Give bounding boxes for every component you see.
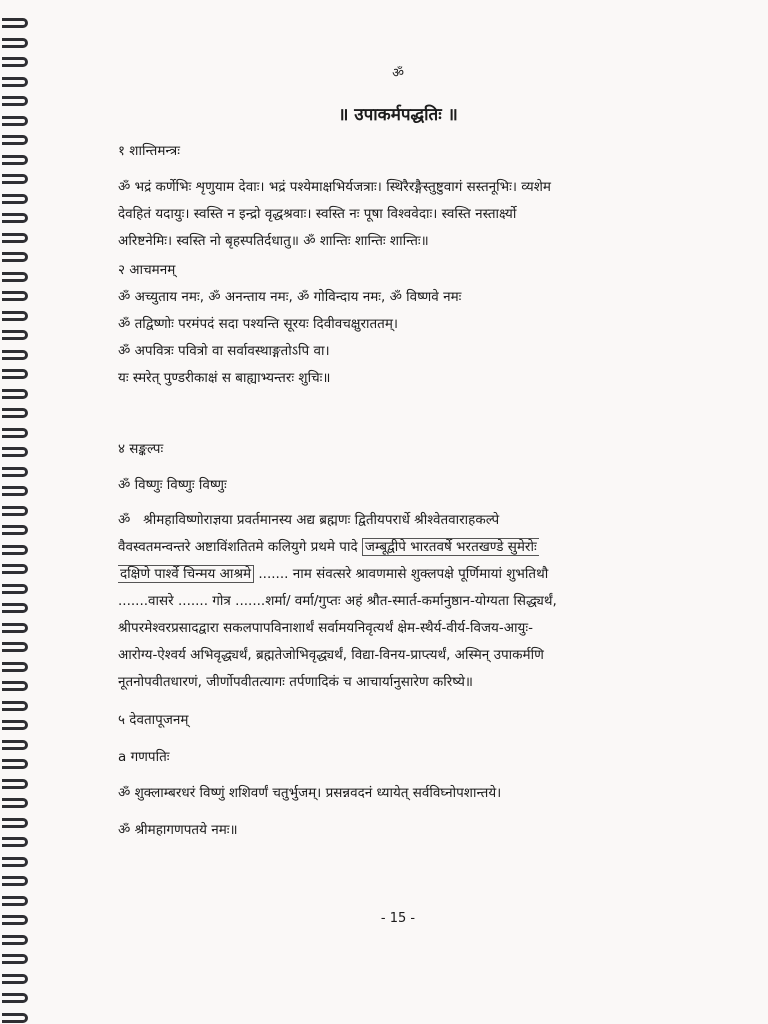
page-title: ॥ उपाकर्मपद्धतिः ॥ [338, 105, 458, 125]
spiral-coil [2, 467, 28, 477]
spiral-coil [2, 701, 28, 711]
spiral-coil [2, 974, 28, 984]
spiral-coil [2, 681, 28, 691]
text-line: ॐ विष्णुः विष्णुः विष्णुः [118, 477, 227, 493]
spiral-coil [2, 818, 28, 828]
spiral-coil [2, 428, 28, 438]
spiral-coil [2, 876, 28, 886]
spiral-coil [2, 954, 28, 964]
spiral-coil [2, 915, 28, 925]
spiral-coil [2, 174, 28, 184]
spiral-coil [2, 408, 28, 418]
text-segment: वैवस्वतमन्वन्तरे अष्टाविंशतितमे कलियुगे प्रथमे पादे [118, 539, 358, 555]
text-line: ॐ अच्युताय नमः, ॐ अनन्ताय नमः, ॐ गोविन्दाय नमः, ॐ विष्णवे नमः [118, 289, 462, 305]
spiral-coil [2, 584, 28, 594]
spiral-coil [2, 57, 28, 67]
text-line [118, 565, 548, 583]
section-heading-shanti: १ शान्तिमन्त्रः [118, 143, 180, 159]
spiral-coil [2, 545, 28, 555]
spiral-coil [2, 564, 28, 574]
spiral-coil [2, 389, 28, 399]
spiral-coil [2, 662, 28, 672]
text-line: यः स्मरेत् पुण्डरीकाक्षं स बाह्याभ्यन्तरः शुचिः॥ [118, 370, 331, 386]
text-segment: ....... नाम संवत्सरे श्रावणमासे शुक्लपक्षे पूर्णिमायां शुभतिथौ [258, 566, 549, 582]
spiral-coil [2, 155, 28, 165]
spiral-coil [2, 213, 28, 223]
om-symbol: ॐ [392, 66, 404, 81]
text-line: ॐ भद्रं कर्णेभिः शृणुयाम देवाः। भद्रं पश्येमाक्षभिर्यजत्राः। स्थिरैरङ्गैस्तुष्टुवागं सस्तनूभिः। व्यशेम [118, 179, 551, 195]
spiral-coil [2, 837, 28, 847]
bracket-highlight: दक्षिणे पार्श्वे चिन्मय आश्रमे [118, 565, 254, 583]
spiral-coil [2, 38, 28, 48]
page-number: - 15 - [380, 911, 416, 926]
spiral-coil [2, 740, 28, 750]
spiral-coil [2, 798, 28, 808]
spiral-coil [2, 233, 28, 243]
spiral-coil [2, 135, 28, 145]
text-line: आरोग्य-ऐश्वर्य अभिवृद्ध्यर्थं, ब्रह्मतेजोभिवृद्ध्यर्थं, विद्या-विनय-प्राप्त्यर्थं, अस्मिन् उपाकर्मणि [118, 647, 544, 663]
document-page [118, 0, 678, 1024]
text-line: देवहितं यदायुः। स्वस्ति न इन्द्रो वृद्धश्रवाः। स्वस्ति नः पूषा विश्ववेदाः। स्वस्ति नस्तार्क्ष्यो [118, 206, 517, 222]
spiral-coil [2, 369, 28, 379]
spiral-coil [2, 642, 28, 652]
spiral-binding [0, 0, 34, 1024]
text-line: ॐ तद्विष्णोः परमंपदं सदा पश्यन्ति सूरयः दिवीवचक्षुराततम्। [118, 316, 399, 332]
spiral-coil [2, 935, 28, 945]
bracket-highlight: जम्बूद्वीपे भारतवर्षे भरतखण्डे सुमेरोः [362, 538, 539, 556]
subsection-heading-ganapati: a गणपतिः [118, 749, 170, 765]
spiral-coil [2, 993, 28, 1003]
spiral-coil [2, 291, 28, 301]
spiral-coil [2, 720, 28, 730]
spiral-coil [2, 350, 28, 360]
spiral-coil [2, 603, 28, 613]
spiral-coil [2, 759, 28, 769]
spiral-coil [2, 116, 28, 126]
spiral-coil [2, 447, 28, 457]
spiral-coil [2, 272, 28, 282]
spiral-coil [2, 525, 28, 535]
text-line [118, 538, 539, 556]
spiral-coil [2, 194, 28, 204]
section-heading-achamanam: २ आचमनम् [118, 262, 176, 278]
text-line: ॐ शुक्लाम्बरधरं विष्णुं शशिवर्णं चतुर्भुजम्। प्रसन्नवदनं ध्यायेत् सर्वविघ्नोपशान्तये। [118, 785, 502, 801]
spiral-coil [2, 330, 28, 340]
text-line: ॐ श्रीमहाविष्णोराज्ञया प्रवर्तमानस्य अद्य ब्रह्मणः द्वितीयपरार्धे श्रीश्वेतवाराहकल्पे [118, 512, 500, 528]
spiral-coil [2, 623, 28, 633]
spiral-coil [2, 1013, 28, 1023]
spiral-coil [2, 18, 28, 28]
spiral-coil [2, 486, 28, 496]
section-heading-sankalpa: ४ सङ्कल्पः [118, 441, 164, 457]
spiral-coil [2, 311, 28, 321]
text-line: नूतनोपवीतधारणं, जीर्णोपवीतत्यागः तर्पणादिकं च आचार्यानुसारेण करिष्ये॥ [118, 674, 473, 690]
spiral-coil [2, 506, 28, 516]
spiral-coil [2, 77, 28, 87]
spiral-coil [2, 779, 28, 789]
text-line: श्रीपरमेश्वरप्रसादद्वारा सकलपापविनाशार्थं सर्वामयनिवृत्यर्थं क्षेम-स्थैर्य-वीर्य-विजय-आयुः- [118, 620, 533, 636]
spiral-coil [2, 857, 28, 867]
text-line: .......वासरे ....... गोत्र .......शर्मा/ वर्मा/गुप्तः अहं श्रौत-स्मार्त-कर्मानुष्ठान-योग्यता सिद्ध्यर्थं, [118, 593, 557, 609]
text-line: ॐ अपवित्रः पवित्रो वा सर्वावस्थाङ्गतोऽपि वा। [118, 343, 330, 359]
section-heading-devatapujanam: ५ देवतापूजनम् [118, 712, 189, 728]
spiral-coil [2, 896, 28, 906]
text-line: अरिष्टनेमिः। स्वस्ति नो बृहस्पतिर्दधातु॥ ॐ शान्तिः शान्तिः शान्तिः॥ [118, 233, 429, 249]
spiral-coil [2, 96, 28, 106]
text-line: ॐ श्रीमहागणपतये नमः॥ [118, 822, 238, 838]
spiral-coil [2, 252, 28, 262]
